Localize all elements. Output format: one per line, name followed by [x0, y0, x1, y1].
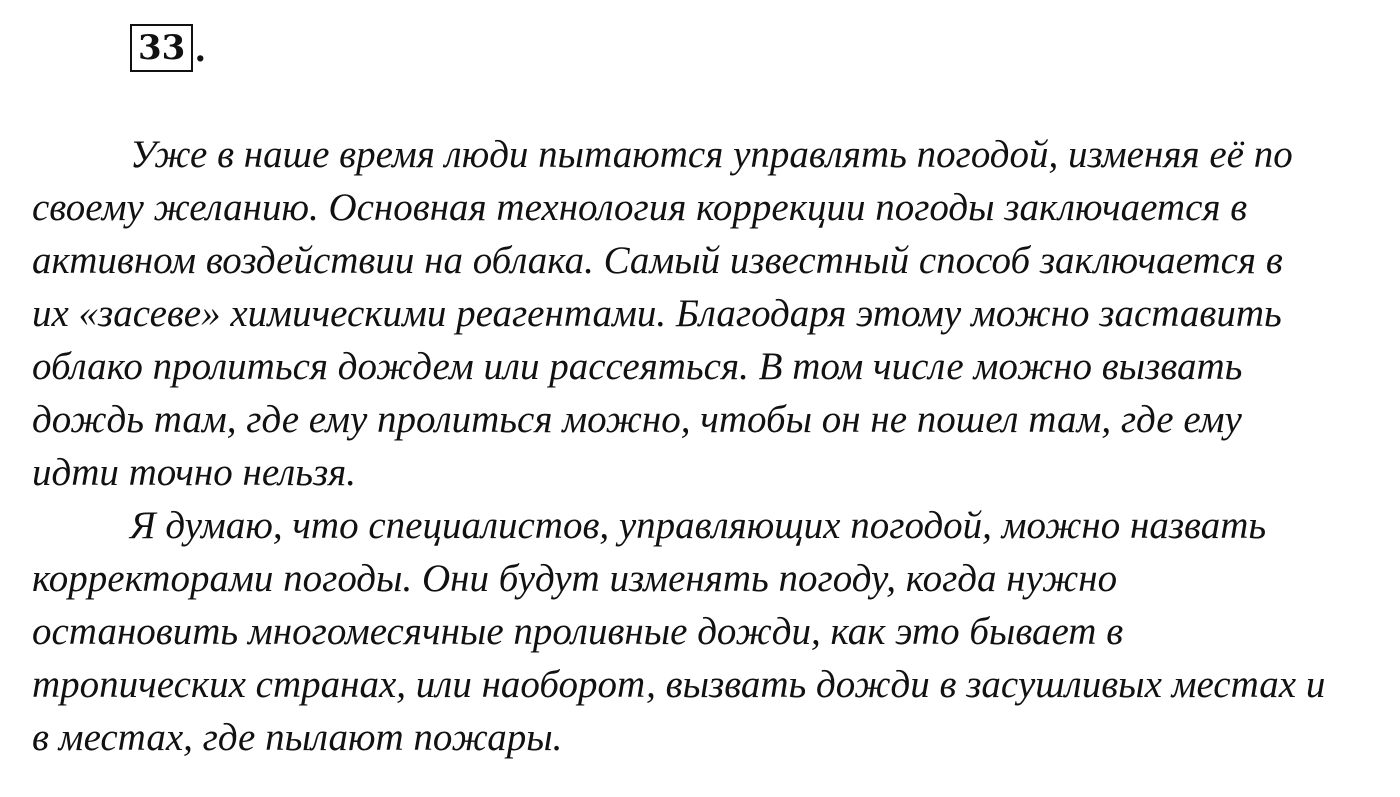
- text-line: облако пролиться дождем или рассеяться. В том числе можно вызвать: [32, 345, 1243, 388]
- text-line: активном воздействии на облака. Самый известный способ заключается в: [32, 239, 1283, 282]
- text-line: дождь там, где ему пролиться можно, чтобы он не пошел там, где ему: [32, 398, 1242, 441]
- paragraph-1: [32, 128, 1377, 499]
- text-line: Я думаю, что специалистов, управляющих погодой, можно назвать: [130, 504, 1267, 547]
- exercise-text: [32, 128, 1377, 764]
- text-line: в местах, где пылают пожары.: [32, 716, 563, 759]
- text-line: их «засеве» химическими реагентами. Благодаря этому можно заставить: [32, 292, 1282, 335]
- paragraph-2: [32, 499, 1377, 764]
- text-line: своему желанию. Основная технология коррекции погоды заключается в: [32, 186, 1248, 229]
- text-line: идти точно нельзя.: [32, 451, 357, 494]
- text-line: корректорами погоды. Они будут изменять погоду, когда нужно: [32, 557, 1118, 600]
- exercise-number-box: 33: [130, 24, 193, 72]
- exercise-header: [130, 24, 206, 72]
- exercise-number-dot: .: [194, 30, 207, 70]
- text-line: Уже в наше время люди пытаются управлять погодой, изменяя её по: [130, 133, 1293, 176]
- text-line: тропических странах, или наоборот, вызвать дожди в засушливых местах и: [32, 663, 1326, 706]
- text-line: остановить многомесячные проливные дожди, как это бывает в: [32, 610, 1124, 653]
